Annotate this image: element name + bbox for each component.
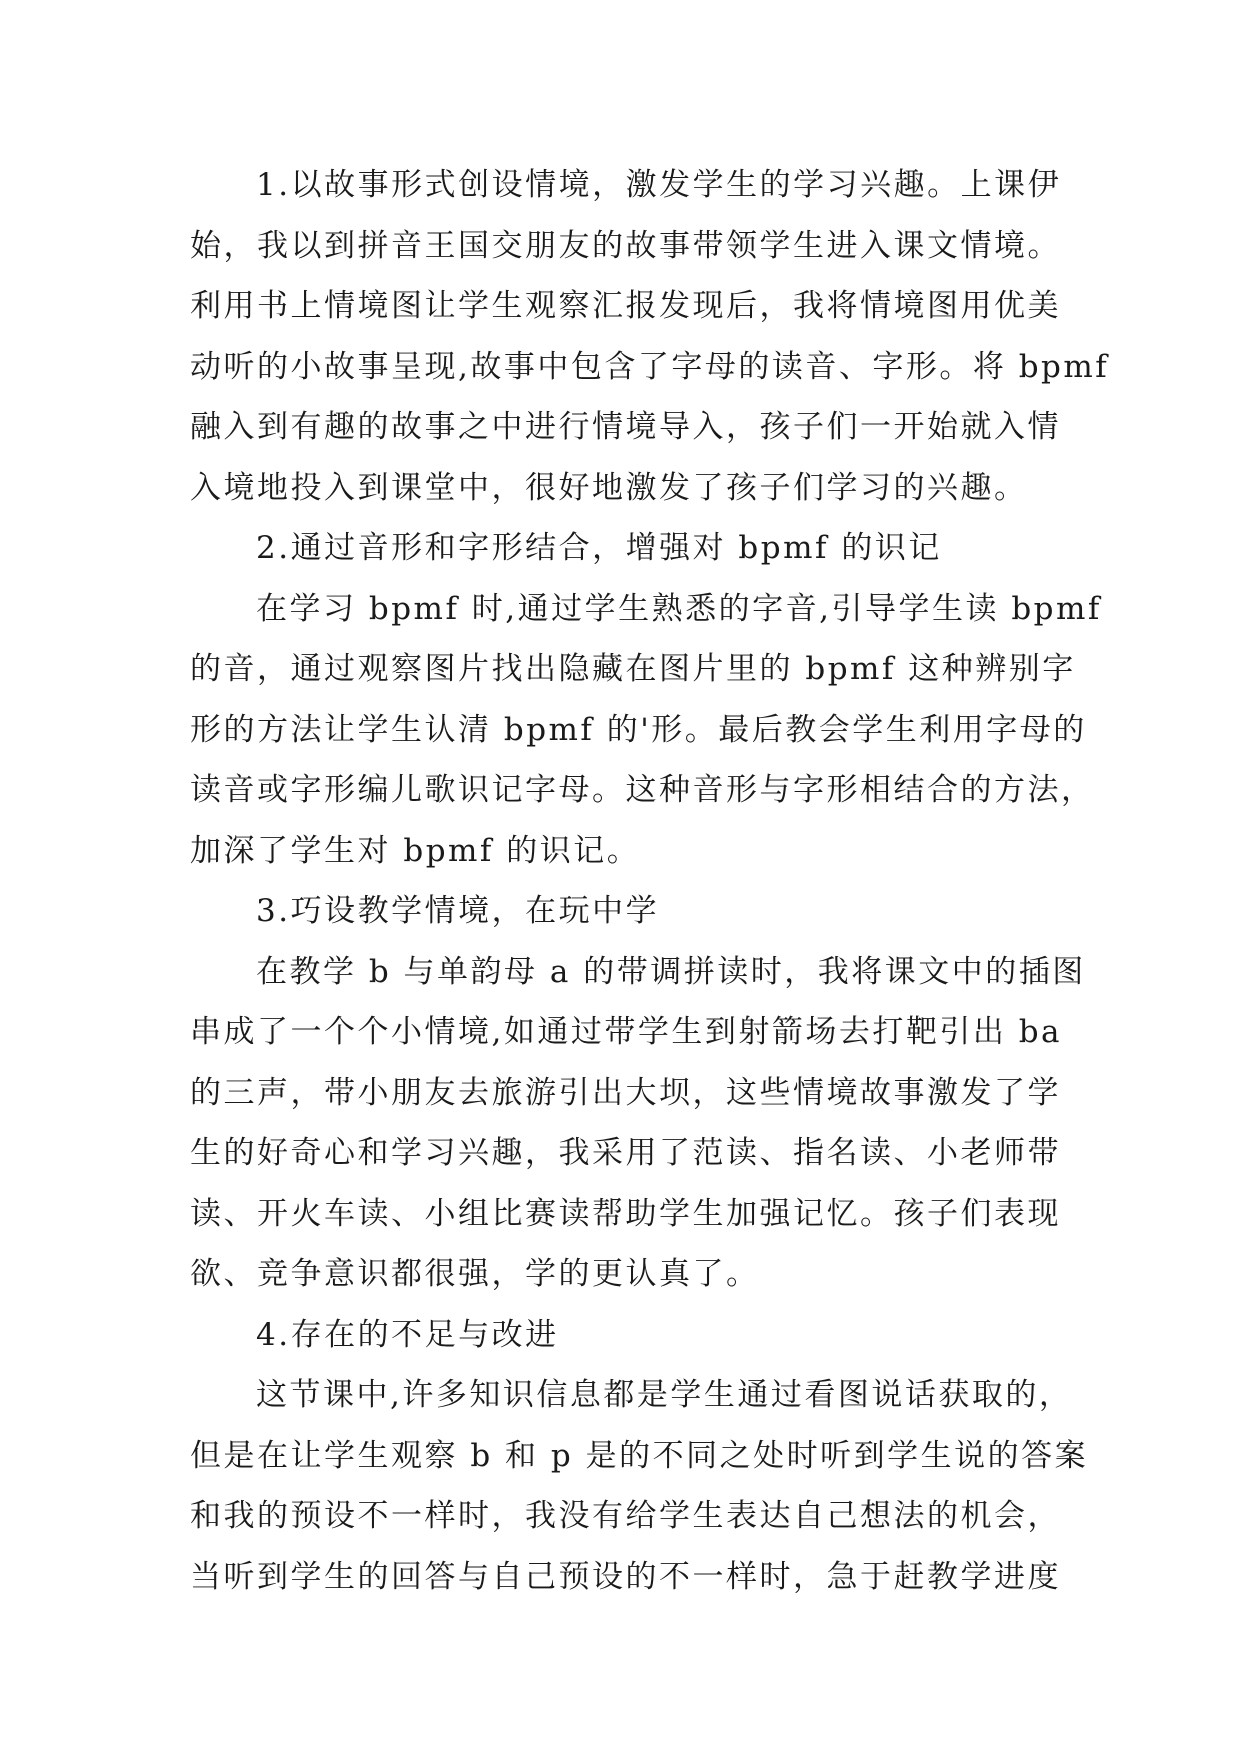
text-line: 在教学 b 与单韵母 a 的带调拼读时，我将课文中的插图 (256, 953, 1086, 990)
text-line: 欲、竞争意识都很强，学的更认真了。 (190, 1256, 760, 1292)
text-line: 生的好奇心和学习兴趣，我采用了范读、指名读、小老师带 (190, 1135, 1061, 1171)
section-heading: 4.存在的不足与改进 (256, 1316, 559, 1353)
text-line: 读音或字形编儿歌识记字母。这种音形与字形相结合的方法， (190, 772, 1095, 808)
document-body (190, 155, 1110, 1607)
text-line: 加深了学生对 bpmf 的识记。 (190, 832, 641, 869)
text-line: 的三声，带小朋友去旅游引出大坝，这些情境故事激发了学 (190, 1074, 1061, 1111)
text-line: 利用书上情境图让学生观察汇报发现后，我将情境图用优美 (190, 288, 1061, 324)
section-heading: 3.巧设教学情境，在玩中学 (256, 893, 660, 929)
text-line: 形的方法让学生认清 bpmf 的'形。最后教会学生利用字母的 (190, 711, 1087, 748)
text-line: 串成了一个个小情境,如通过带学生到射箭场去打靶引出 ba (190, 1014, 1063, 1050)
text-line: 在学习 bpmf 时,通过学生熟悉的字音,引导学生读 bpmf (256, 590, 1102, 627)
text-line: 的音，通过观察图片找出隐藏在图片里的 bpmf 这种辨别字 (190, 651, 1076, 687)
text-line: 始，我以到拼音王国交朋友的故事带领学生进入课文情境。 (190, 227, 1061, 264)
text-line: 这节课中,许多知识信息都是学生通过看图说话获取的， (256, 1377, 1073, 1413)
text-line: 1.以故事形式创设情境，激发学生的学习兴趣。上课伊 (256, 167, 1062, 203)
text-line: 入境地投入到课堂中，很好地激发了孩子们学习的兴趣。 (190, 469, 1028, 506)
text-line: 动听的小故事呈现,故事中包含了字母的读音、字形。将 bpmf (190, 348, 1110, 385)
text-line: 但是在让学生观察 b 和 p 是的不同之处时听到学生说的答案 (190, 1437, 1089, 1474)
text-line: 读、开火车读、小组比赛读帮助学生加强记忆。孩子们表现 (190, 1195, 1061, 1232)
text-line: 融入到有趣的故事之中进行情境导入，孩子们一开始就入情 (190, 409, 1061, 445)
text-line: 当听到学生的回答与自己预设的不一样时，急于赶教学进度 (190, 1558, 1061, 1595)
section-heading: 2.通过音形和字形结合，增强对 bpmf 的识记 (256, 530, 942, 566)
text-line: 和我的预设不一样时，我没有给学生表达自己想法的机会， (190, 1498, 1061, 1534)
